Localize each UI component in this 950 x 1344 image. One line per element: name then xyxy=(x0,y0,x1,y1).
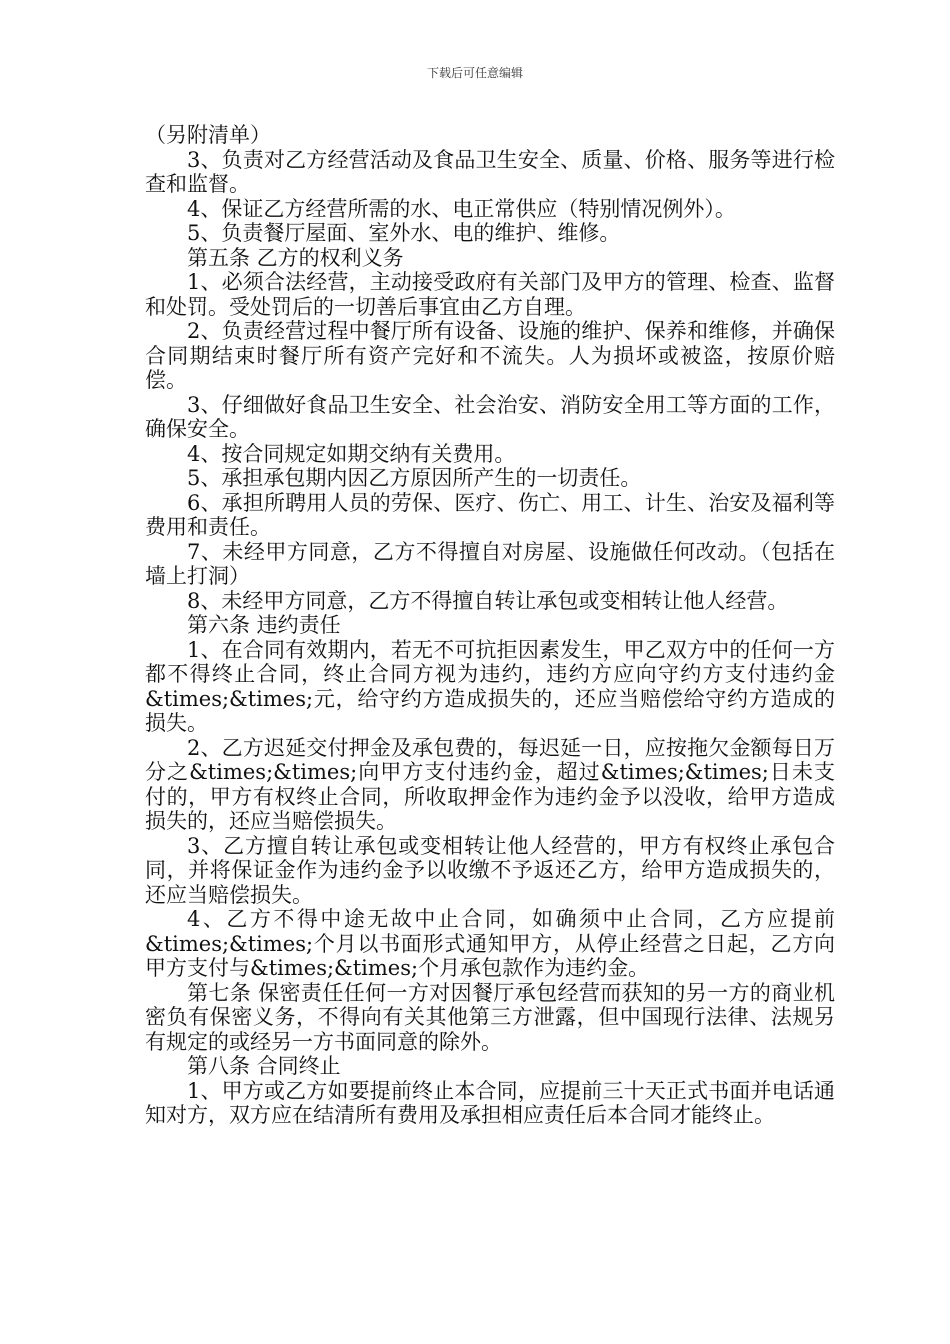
paragraph: 5、承担承包期内因乙方原因所产生的一切责任。 xyxy=(187,466,642,490)
paragraph: 3、负责对乙方经营活动及食品卫生安全、质量、价格、服务等进行检查和监督。 xyxy=(145,147,835,196)
paragraph: 8、未经甲方同意，乙方不得擅自转让承包或变相转让他人经营。 xyxy=(187,588,789,613)
paragraph: 4、保证乙方经营所需的水、电正常供应（特别情况例外）。 xyxy=(187,196,736,221)
paragraph: 3、乙方擅自转让承包或变相转让他人经营的，甲方有权终止承包合同，并将保证金作为违约金予以收缴不予返还乙方，给甲方造成损失的，还应当赔偿损失。 xyxy=(145,833,835,907)
section-heading: 第八条 合同终止 xyxy=(187,1054,341,1078)
paragraph: 1、甲方或乙方如要提前终止本合同，应提前三十天正式书面并电话通知对方，双方应在结清所有费用及承担相应责任后本合同才能终止。 xyxy=(145,1078,835,1127)
paragraph: 4、乙方不得中途无故中止合同，如确须中止合同，乙方应提前&times;&times;个月以书面形式通知甲方，从停止经营之日起，乙方向甲方支付与&times;&times;个月承包款作为违约金。 xyxy=(145,907,835,980)
page-header: 下载后可任意编辑 xyxy=(426,66,523,80)
paragraph: 2、乙方迟延交付押金及承包费的，每迟延一日，应按拖欠金额每日万分之&times;&times;向甲方支付违约金，超过&times;&times;日未支付的，甲方有权终止合同，所收取押金作为违约金予以没收，给甲方造成损失的，还应当赔偿损失。 xyxy=(145,735,835,833)
paragraph: 4、按合同规定如期交纳有关费用。 xyxy=(187,441,516,466)
paragraph: （另附清单） xyxy=(145,123,271,147)
paragraph: 7、未经甲方同意，乙方不得擅自对房屋、设施做任何改动。（包括在墙上打洞） xyxy=(145,539,835,588)
paragraph: 2、负责经营过程中餐厅所有设备、设施的维护、保养和维修，并确保合同期结束时餐厅所有资产完好和不流失。人为损坏或被盗，按原价赔偿。 xyxy=(145,319,835,392)
paragraph: 5、负责餐厅屋面、室外水、电的维护、维修。 xyxy=(187,221,621,245)
paragraph: 3、仔细做好食品卫生安全、社会治安、消防安全用工等方面的工作，确保安全。 xyxy=(145,392,835,441)
paragraph: 1、在合同有效期内，若无不可抗拒因素发生，甲乙双方中的任何一方都不得终止合同，终止合同方视为违约，违约方应向守约方支付违约金&times;&times;元，给守约方造成损失的，还应当赔偿给守约方造成的损失。 xyxy=(145,637,835,735)
section-heading: 第五条 乙方的权利义务 xyxy=(187,245,404,270)
paragraph: 第七条 保密责任任何一方对因餐厅承包经营而获知的另一方的商业机密负有保密义务，不得向有关其他第三方泄露，但中国现行法律、法规另有规定的或经另一方书面同意的除外。 xyxy=(145,980,835,1054)
document-body xyxy=(145,123,835,1128)
section-heading: 第六条 违约责任 xyxy=(187,613,341,637)
paragraph: 6、承担所聘用人员的劳保、医疗、伤亡、用工、计生、治安及福利等费用和责任。 xyxy=(145,490,835,539)
paragraph: 1、必须合法经营，主动接受政府有关部门及甲方的管理、检查、监督和处罚。受处罚后的一切善后事宜由乙方自理。 xyxy=(145,270,835,319)
